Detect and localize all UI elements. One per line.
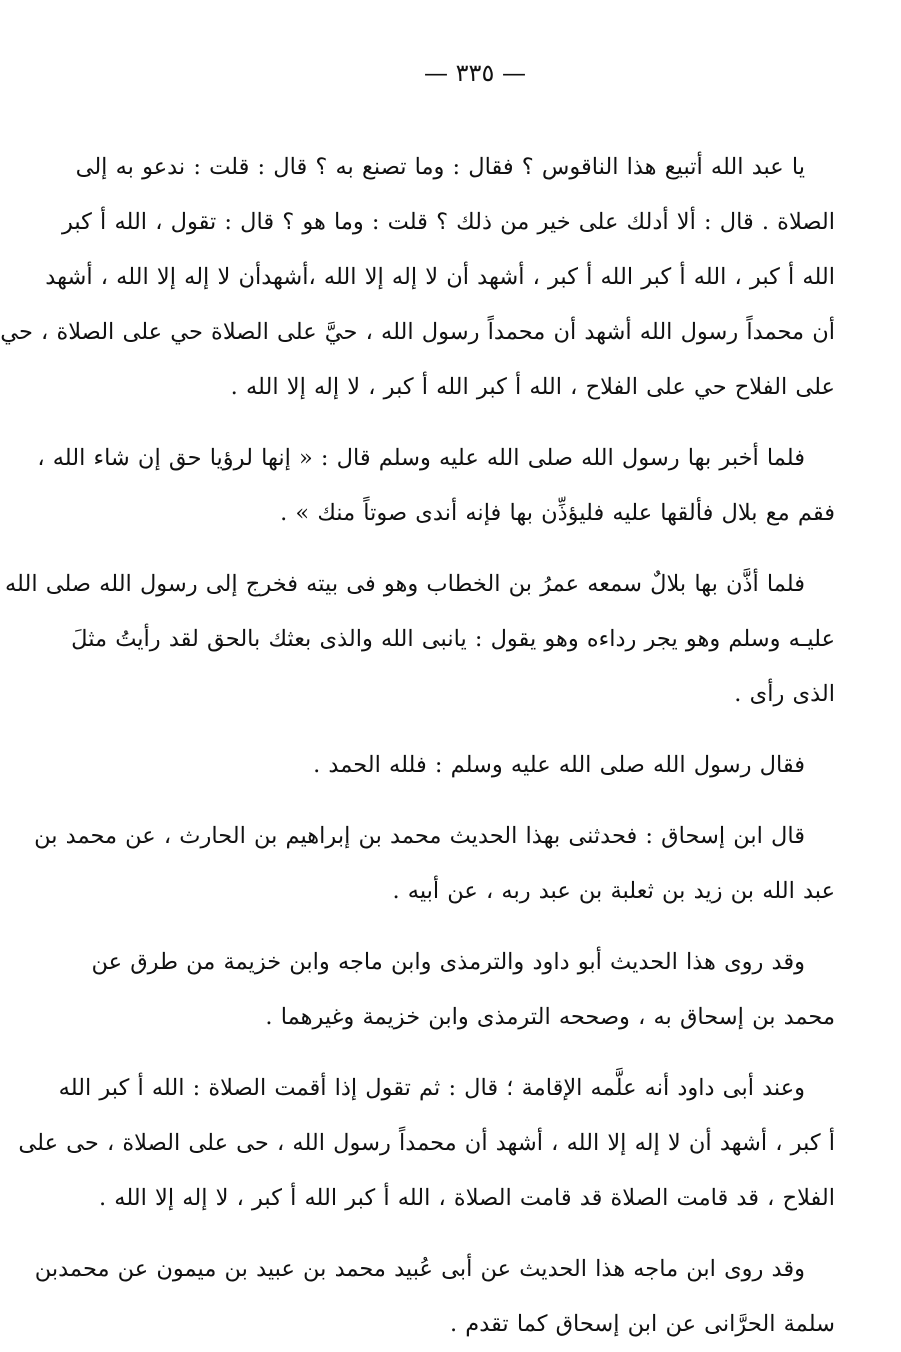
paragraph-iqama — [18, 1061, 835, 1226]
text-line: الله أ كبر ، الله أ كبر الله أ كبر ، أشهد أن لا إله إلا الله ،أشهدأن لا إله إلا الله ، أشهد — [45, 264, 835, 290]
text-line: عليـه وسلم وهو يجر رداءه وهو يقول : يانبى الله والذى بعثك بالحق لقد رأيتُ مثلَ — [71, 626, 835, 652]
text-line: فقم مع بلال فألقها عليه فليؤذِّن بها فإنه أندى صوتاً منك » . — [280, 500, 835, 526]
paragraph-ibn-majah — [34, 1242, 835, 1352]
text-line: وقد روى هذا الحديث أبو داود والترمذى وابن ماجه وابن خزيمة من طرق عن — [91, 949, 805, 975]
text-line: فقال رسول الله صلى الله عليه وسلم : فلله الحمد . — [313, 752, 805, 778]
paragraph-prophet-response — [37, 431, 835, 541]
paragraph-umar-hears — [4, 557, 835, 722]
text-line: الصلاة . قال : ألا أدلك على خير من ذلك ؟ قلت : وما هو ؟ قال : تقول ، الله أ كبر — [61, 209, 835, 235]
page-number: — ٣٣٥ — — [424, 59, 526, 87]
text-line: أ كبر ، أشهد أن لا إله إلا الله ، أشهد أن محمداً رسول الله ، حى على الصلاة ، حى على — [18, 1130, 835, 1156]
text-line: الذى رأى . — [734, 681, 835, 707]
text-line: وعند أبى داود أنه علَّمه الإقامة ؛ قال : ثم تقول إذا أقمت الصلاة : الله أ كبر الله — [58, 1075, 805, 1101]
text-line: قال ابن إسحاق : فحدثنى بهذا الحديث محمد بن إبراهيم بن الحارث ، عن محمد بن — [34, 823, 805, 849]
text-line: الفلاح ، قد قامت الصلاة قد قامت الصلاة ، الله أ كبر الله أ كبر ، لا إله إلا الله . — [98, 1185, 835, 1211]
paragraph-bell-conversation — [0, 140, 835, 415]
text-line: يا عبد الله أتبيع هذا الناقوس ؟ فقال : وما تصنع به ؟ قال : قلت : ندعو به إلى — [75, 154, 805, 180]
paragraph-praise — [115, 738, 835, 793]
text-line: وقد روى ابن ماجه هذا الحديث عن أبى عُبيد محمد بن عبيد بن ميمون عن محمدبن — [34, 1256, 805, 1282]
paragraph-ibn-ishaq-chain — [34, 809, 835, 919]
text-line: عبد الله بن زيد بن ثعلبة بن عبد ربه ، عن أبيه . — [392, 878, 835, 904]
text-line: محمد بن إسحاق به ، وصححه الترمذى وابن خزيمة وغيرهما . — [265, 1004, 835, 1030]
text-line: سلمة الحرَّانى عن ابن إسحاق كما تقدم . — [450, 1311, 835, 1337]
text-line: على الفلاح حي على الفلاح ، الله أ كبر الله أ كبر ، لا إله إلا الله . — [230, 374, 835, 400]
paragraph-narrators — [91, 935, 835, 1045]
text-line: أن محمداً رسول الله أشهد أن محمداً رسول الله ، حيَّ على الصلاة حي على الصلاة ، حي — [0, 319, 835, 345]
text-line: فلما أخبر بها رسول الله صلى الله عليه وسلم قال : « إنها لرؤيا حق إن شاء الله ، — [37, 445, 805, 471]
text-line: فلما أذَّن بها بلالٌ سمعه عمرُ بن الخطاب وهو فى بيته فخرج إلى رسول الله صلى الله — [4, 571, 805, 597]
